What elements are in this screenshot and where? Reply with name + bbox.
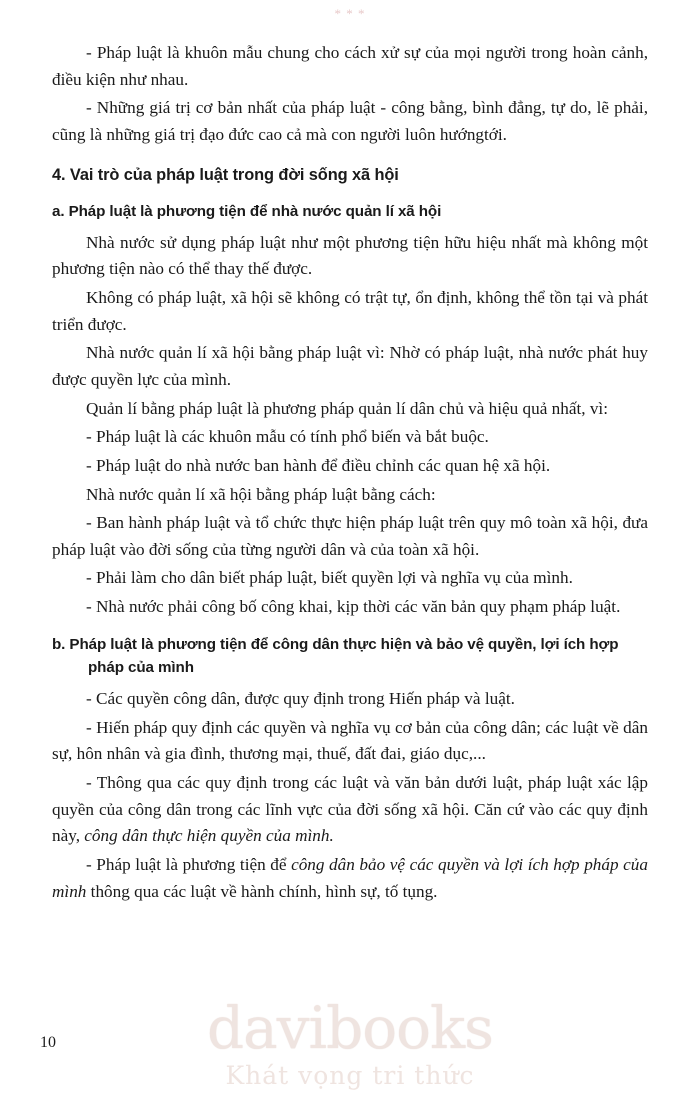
watermark-tagline: Khát vọng tri thức	[225, 1061, 475, 1090]
paragraph: - Pháp luật do nhà nước ban hành để điều chỉnh các quan hệ xã hội.	[86, 455, 551, 475]
subsection-heading-b-line1: b. Pháp luật là phương tiện để công dân thực hiện và bảo vệ quyền, lợi ích hợp	[52, 635, 619, 653]
paragraph-text: - Thông qua các quy định trong các luật và văn bản dưới luật, pháp luật xác lập quyền của công dân trong các lĩnh vực của đời sống xã hội. Căn cứ vào các quy định này,	[52, 772, 648, 846]
paragraph: Nhà nước sử dụng pháp luật như một phương tiện hữu hiệu nhất mà không một phương tiện nào có thể thay thế được.	[52, 232, 648, 279]
paragraph: - Phải làm cho dân biết pháp luật, biết quyền lợi và nghĩa vụ của mình.	[86, 568, 573, 588]
paragraph: - Nhà nước phải công bố công khai, kịp thời các văn bản quy phạm pháp luật.	[86, 597, 621, 617]
paragraph: - Pháp luật là khuôn mẫu chung cho cách xử sự của mọi người trong hoàn cảnh, điều kiện như nhau.	[52, 43, 648, 89]
paragraph: - Các quyền công dân, được quy định trong Hiến pháp và luật.	[86, 688, 515, 708]
subsection-heading-a: a. Pháp luật là phương tiện để nhà nước quản lí xã hội	[52, 203, 442, 221]
paragraph: - Những giá trị cơ bản nhất của pháp luật - công bằng, bình đẳng, tự do, lẽ phải, cũng là những giá trị đạo đức cao cả mà con người luôn hướngtới.	[52, 98, 648, 144]
paragraph: Quản lí bằng pháp luật là phương pháp quản lí dân chủ và hiệu quả nhất, vì:	[86, 398, 608, 418]
paragraph-mixed	[52, 770, 648, 850]
paragraph: Nhà nước quản lí xã hội bằng pháp luật bằng cách:	[86, 484, 436, 504]
section-heading: 4. Vai trò của pháp luật trong đời sống xã hội	[52, 165, 399, 184]
paragraph-emphasis: công dân bảo vệ các quyền và lợi ích hợp pháp của mình	[52, 854, 648, 901]
paragraph: - Hiến pháp quy định các quyền và nghĩa vụ cơ bản của công dân; các luật về dân sự, hôn nhân và gia đình, thương mại, thuế, đất đai, giáo dục,...	[52, 717, 648, 764]
page-number: 10	[40, 1034, 56, 1051]
watermark-brand: davibooks	[207, 994, 493, 1062]
paragraph-emphasis: công dân thực hiện quyền của mình.	[84, 826, 334, 846]
paragraph-text-tail: thông qua các luật về hành chính, hình sự, tố tụng.	[86, 881, 438, 901]
page-top-ornament: * * *	[334, 6, 366, 21]
paragraph: Nhà nước quản lí xã hội bằng pháp luật vì: Nhờ có pháp luật, nhà nước phát huy được quyền lực của mình.	[52, 343, 648, 389]
watermark	[0, 994, 700, 1090]
page-content	[52, 40, 648, 905]
paragraph: Không có pháp luật, xã hội sẽ không có trật tự, ổn định, không thể tồn tại và phát triển được.	[52, 287, 648, 334]
subsection-heading-b-line2: pháp của mình	[88, 659, 194, 677]
paragraph-text: - Pháp luật là phương tiện để	[86, 854, 292, 874]
paragraph: - Pháp luật là các khuôn mẫu có tính phổ biến và bắt buộc.	[86, 427, 489, 447]
paragraph-mixed	[52, 852, 648, 905]
paragraph: - Ban hành pháp luật và tổ chức thực hiện pháp luật trên quy mô toàn xã hội, đưa pháp luật vào đời sống của từng người dân và của toàn xã hội.	[52, 513, 648, 559]
subsection-heading-b	[52, 633, 648, 680]
